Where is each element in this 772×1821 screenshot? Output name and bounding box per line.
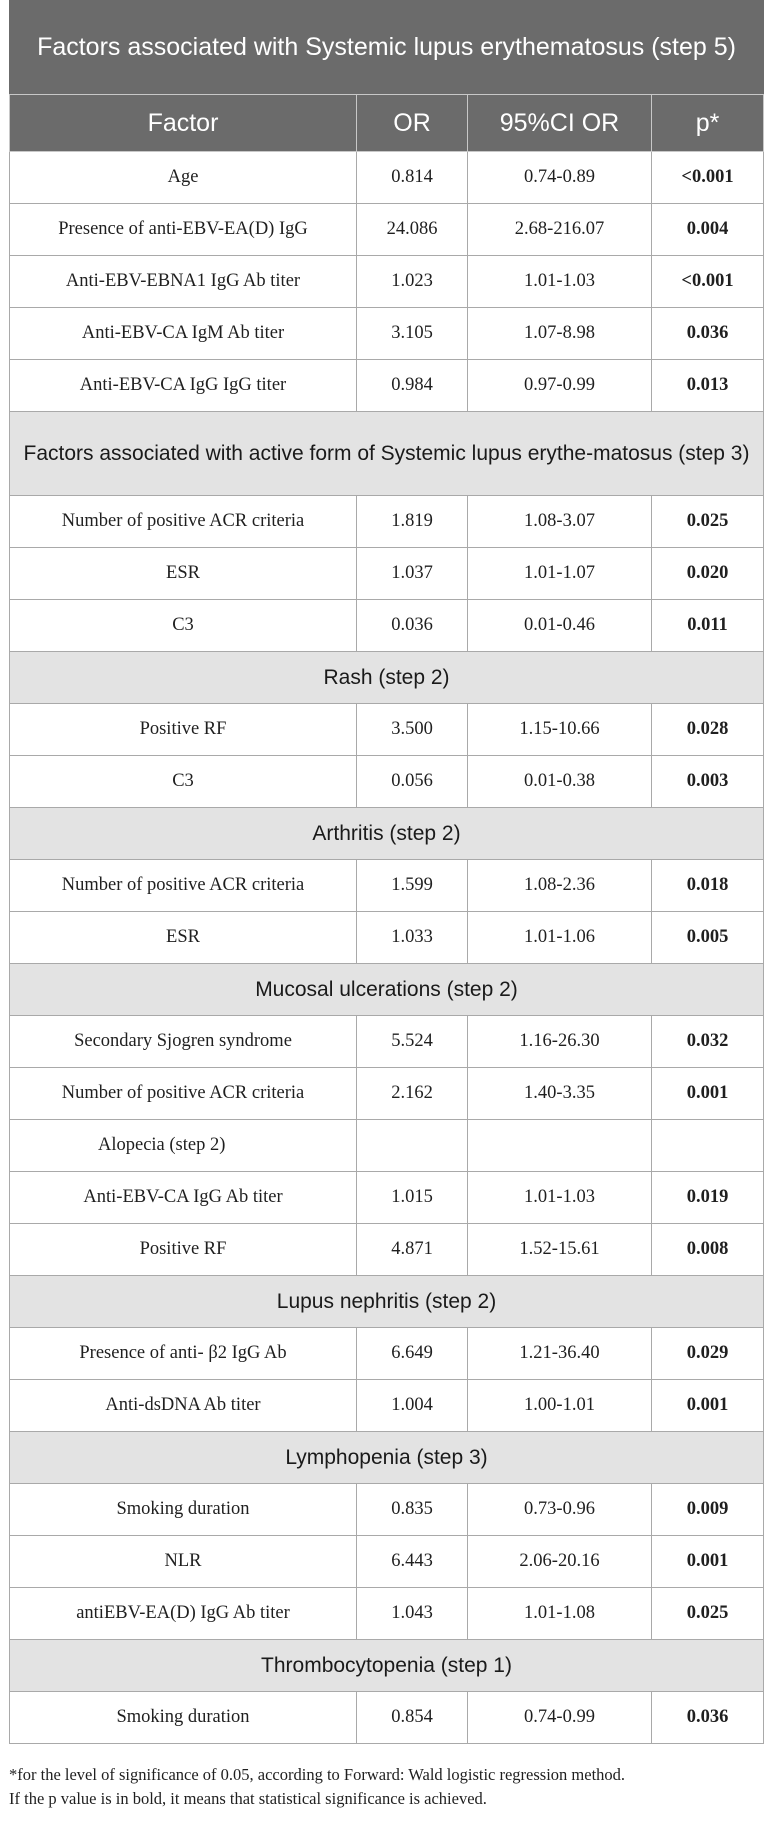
- table-row: [10, 1328, 764, 1380]
- ci-cell: 1.15-10.66: [468, 704, 652, 756]
- or-cell: 0.835: [357, 1484, 468, 1536]
- or-cell: 4.871: [357, 1224, 468, 1276]
- p-cell: 0.025: [652, 496, 764, 548]
- ci-cell: 1.01-1.03: [468, 1172, 652, 1224]
- factor-cell: Anti-EBV-CA IgM Ab titer: [10, 308, 357, 360]
- ci-cell: 1.08-2.36: [468, 860, 652, 912]
- section-header-row: [10, 964, 764, 1016]
- section-header-row: [10, 412, 764, 496]
- table-row: [10, 600, 764, 652]
- or-cell: 1.819: [357, 496, 468, 548]
- section-title: Lupus nephritis (step 2): [10, 1276, 764, 1328]
- factor-cell: C3: [10, 600, 357, 652]
- header-p: p*: [652, 95, 764, 152]
- table-row: [10, 1120, 764, 1172]
- table-row: [10, 360, 764, 412]
- ci-cell: 0.73-0.96: [468, 1484, 652, 1536]
- p-cell: [652, 1120, 764, 1172]
- p-cell: 0.036: [652, 1692, 764, 1744]
- p-cell: 0.028: [652, 704, 764, 756]
- factor-cell: Presence of anti-EBV-EA(D) IgG: [10, 204, 357, 256]
- table-title: Factors associated with Systemic lupus erythematosus (step 5): [10, 1, 764, 95]
- factor-cell: Smoking duration: [10, 1484, 357, 1536]
- p-cell: 0.008: [652, 1224, 764, 1276]
- factor-cell: ESR: [10, 548, 357, 600]
- table-row: [10, 308, 764, 360]
- table-row: [10, 548, 764, 600]
- factor-cell: Anti-dsDNA Ab titer: [10, 1380, 357, 1432]
- p-cell: 0.001: [652, 1068, 764, 1120]
- factor-cell: Anti-EBV-CA IgG IgG titer: [10, 360, 357, 412]
- factor-cell: antiEBV-EA(D) IgG Ab titer: [10, 1588, 357, 1640]
- factor-cell: Positive RF: [10, 1224, 357, 1276]
- ci-cell: 0.74-0.99: [468, 1692, 652, 1744]
- or-cell: 5.524: [357, 1016, 468, 1068]
- ci-cell: 1.01-1.03: [468, 256, 652, 308]
- factor-cell: ESR: [10, 912, 357, 964]
- p-cell: 0.005: [652, 912, 764, 964]
- factor-cell: Secondary Sjogren syndrome: [10, 1016, 357, 1068]
- factor-cell: Number of positive ACR criteria: [10, 1068, 357, 1120]
- or-cell: 3.500: [357, 704, 468, 756]
- header-row: [10, 95, 764, 152]
- header-factor: Factor: [10, 95, 357, 152]
- footnote-line-1: *for the level of significance of 0.05, according to Forward: Wald logistic regression method.: [9, 1765, 626, 1784]
- ci-cell: 1.16-26.30: [468, 1016, 652, 1068]
- factor-cell: NLR: [10, 1536, 357, 1588]
- table-row: [10, 756, 764, 808]
- footnote: [9, 1763, 769, 1811]
- table-row: [10, 1172, 764, 1224]
- or-cell: 0.056: [357, 756, 468, 808]
- results-table: [9, 0, 764, 1744]
- footnote-line-2: If the p value is in bold, it means that statistical significance is achieved.: [9, 1789, 487, 1808]
- factor-cell: Age: [10, 152, 357, 204]
- ci-cell: [468, 1120, 652, 1172]
- factor-cell: Anti-EBV-CA IgG Ab titer: [10, 1172, 357, 1224]
- p-cell: 0.003: [652, 756, 764, 808]
- table-row: [10, 1484, 764, 1536]
- ci-cell: 1.08-3.07: [468, 496, 652, 548]
- section-header-row: [10, 1276, 764, 1328]
- p-cell: 0.020: [652, 548, 764, 600]
- section-title: Lymphopenia (step 3): [10, 1432, 764, 1484]
- table-row: [10, 204, 764, 256]
- or-cell: 0.814: [357, 152, 468, 204]
- ci-cell: 1.01-1.07: [468, 548, 652, 600]
- table-row: [10, 1588, 764, 1640]
- or-cell: 0.854: [357, 1692, 468, 1744]
- or-cell: 1.023: [357, 256, 468, 308]
- section-header-row: [10, 652, 764, 704]
- factor-cell: Presence of anti- β2 IgG Ab: [10, 1328, 357, 1380]
- section-title: Rash (step 2): [10, 652, 764, 704]
- table-row: [10, 152, 764, 204]
- section-title: Mucosal ulcerations (step 2): [10, 964, 764, 1016]
- factor-cell: Positive RF: [10, 704, 357, 756]
- p-cell: <0.001: [652, 152, 764, 204]
- table-row: [10, 496, 764, 548]
- ci-cell: 1.40-3.35: [468, 1068, 652, 1120]
- or-cell: 2.162: [357, 1068, 468, 1120]
- ci-cell: 2.06-20.16: [468, 1536, 652, 1588]
- p-cell: <0.001: [652, 256, 764, 308]
- p-cell: 0.001: [652, 1536, 764, 1588]
- p-cell: 0.011: [652, 600, 764, 652]
- or-cell: 1.015: [357, 1172, 468, 1224]
- p-cell: 0.036: [652, 308, 764, 360]
- or-cell: 6.443: [357, 1536, 468, 1588]
- ci-cell: 0.01-0.38: [468, 756, 652, 808]
- table-row: [10, 860, 764, 912]
- ci-cell: 1.21-36.40: [468, 1328, 652, 1380]
- or-cell: 1.599: [357, 860, 468, 912]
- factor-cell: Alopecia (step 2): [10, 1120, 357, 1172]
- section-title: Arthritis (step 2): [10, 808, 764, 860]
- factor-cell: C3: [10, 756, 357, 808]
- or-cell: 1.004: [357, 1380, 468, 1432]
- table-row: [10, 256, 764, 308]
- p-cell: 0.029: [652, 1328, 764, 1380]
- table-row: [10, 704, 764, 756]
- section-title: Factors associated with active form of Systemic lupus erythe-matosus (step 3): [10, 412, 764, 496]
- table-row: [10, 1536, 764, 1588]
- table-row: [10, 1380, 764, 1432]
- ci-cell: 1.00-1.01: [468, 1380, 652, 1432]
- factor-cell: Smoking duration: [10, 1692, 357, 1744]
- p-cell: 0.013: [652, 360, 764, 412]
- p-cell: 0.004: [652, 204, 764, 256]
- or-cell: 1.043: [357, 1588, 468, 1640]
- factor-cell: Number of positive ACR criteria: [10, 496, 357, 548]
- p-cell: 0.019: [652, 1172, 764, 1224]
- table-row: [10, 1224, 764, 1276]
- ci-cell: 0.74-0.89: [468, 152, 652, 204]
- p-cell: 0.018: [652, 860, 764, 912]
- ci-cell: 0.01-0.46: [468, 600, 652, 652]
- p-cell: 0.032: [652, 1016, 764, 1068]
- or-cell: 6.649: [357, 1328, 468, 1380]
- ci-cell: 1.07-8.98: [468, 308, 652, 360]
- header-ci: 95%CI OR: [468, 95, 652, 152]
- section-title: Thrombocytopenia (step 1): [10, 1640, 764, 1692]
- ci-cell: 2.68-216.07: [468, 204, 652, 256]
- ci-cell: 1.01-1.06: [468, 912, 652, 964]
- or-cell: 0.984: [357, 360, 468, 412]
- section-header-row: [10, 1640, 764, 1692]
- section-header-row: [10, 808, 764, 860]
- or-cell: 1.033: [357, 912, 468, 964]
- table-title-row: [10, 1, 764, 95]
- table-row: [10, 912, 764, 964]
- ci-cell: 0.97-0.99: [468, 360, 652, 412]
- p-cell: 0.001: [652, 1380, 764, 1432]
- table-row: [10, 1692, 764, 1744]
- or-cell: 0.036: [357, 600, 468, 652]
- or-cell: [357, 1120, 468, 1172]
- ci-cell: 1.52-15.61: [468, 1224, 652, 1276]
- or-cell: 1.037: [357, 548, 468, 600]
- p-cell: 0.025: [652, 1588, 764, 1640]
- table-row: [10, 1016, 764, 1068]
- factor-cell: Anti-EBV-EBNA1 IgG Ab titer: [10, 256, 357, 308]
- factor-cell: Number of positive ACR criteria: [10, 860, 357, 912]
- p-cell: 0.009: [652, 1484, 764, 1536]
- header-or: OR: [357, 95, 468, 152]
- table-row: [10, 1068, 764, 1120]
- section-header-row: [10, 1432, 764, 1484]
- or-cell: 24.086: [357, 204, 468, 256]
- ci-cell: 1.01-1.08: [468, 1588, 652, 1640]
- or-cell: 3.105: [357, 308, 468, 360]
